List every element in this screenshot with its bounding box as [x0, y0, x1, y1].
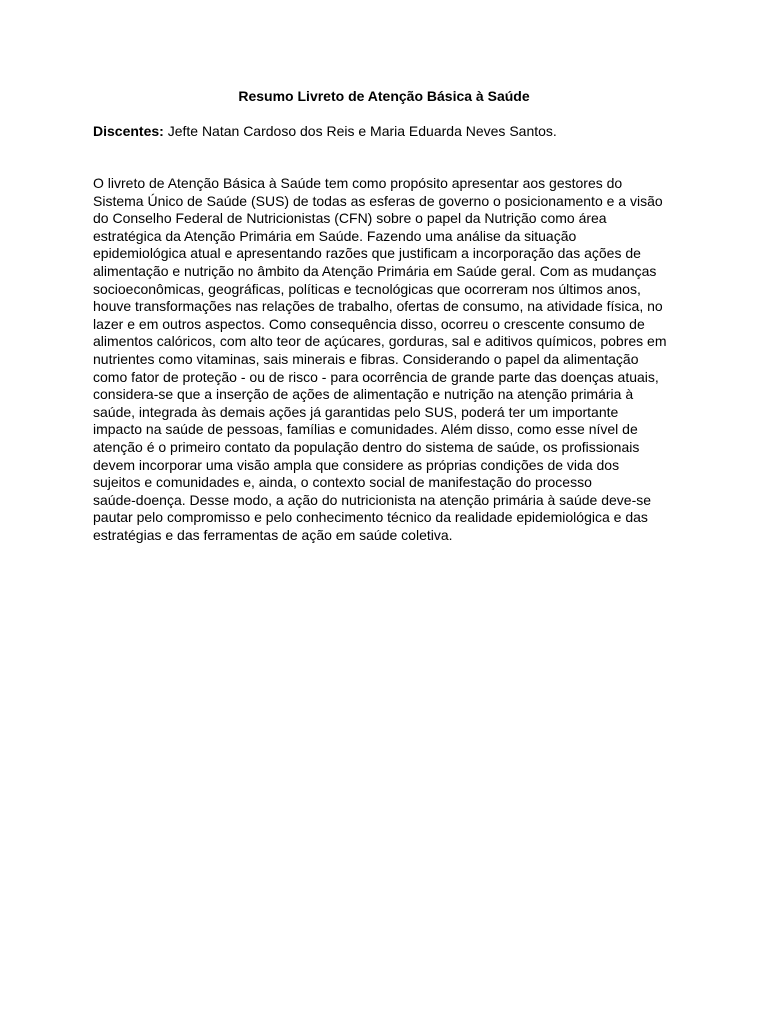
- authors-label: Discentes:: [93, 123, 164, 139]
- document-title: Resumo Livreto de Atenção Básica à Saúde: [238, 88, 530, 104]
- paragraph-line: socioeconômicas, geográficas, políticas e tecnológicas que ocorreram nos últimos anos,: [93, 280, 641, 297]
- paragraph-line: epidemiológica atual e apresentando razões que justificam a incorporação das ações de: [93, 245, 641, 262]
- paragraph-line: considera-se que a inserção de ações de alimentação e nutrição na atenção primária à: [93, 386, 634, 403]
- summary-paragraph: [93, 175, 683, 544]
- paragraph-line: alimentos calóricos, com alto teor de açúcares, gorduras, sal e aditivos químicos, pobres em: [93, 333, 667, 350]
- paragraph-line: houve transformações nas relações de trabalho, ofertas de consumo, na atividade física, no: [93, 298, 663, 315]
- paragraph-line: lazer e em outros aspectos. Como consequência disso, ocorreu o crescente consumo de: [93, 315, 645, 332]
- paragraph-line: nutrientes como vitaminas, sais minerais e fibras. Considerando o papel da alimentação: [93, 350, 639, 367]
- paragraph-line: saúde-doença. Desse modo, a ação do nutricionista na atenção primária à saúde deve-se: [93, 491, 652, 508]
- paragraph-line: alimentação e nutrição no âmbito da Atenção Primária em Saúde geral. Com as mudanças: [93, 262, 657, 279]
- paragraph-line: estratégica da Atenção Primária em Saúde. Fazendo uma análise da situação: [93, 227, 577, 244]
- paragraph-line: devem incorporar uma visão ampla que considere as próprias condições de vida dos: [93, 456, 620, 473]
- paragraph-line: do Conselho Federal de Nutricionistas (CFN) sobre o papel da Nutrição como área: [93, 210, 607, 227]
- authors-line: [93, 122, 557, 140]
- paragraph-line: pautar pelo compromisso e pelo conhecimento técnico da realidade epidemiológica e das: [93, 509, 648, 526]
- paragraph-line: O livreto de Atenção Básica à Saúde tem como propósito apresentar aos gestores do: [93, 175, 623, 191]
- paragraph-line: Sistema Único de Saúde (SUS) de todas as esferas de governo o posicionamento e a visão: [93, 192, 663, 209]
- paragraph-line: saúde, integrada às demais ações já garantidas pelo SUS, poderá ter um importante: [93, 403, 619, 420]
- paragraph-line: estratégias e das ferramentas de ação em saúde coletiva.: [93, 526, 453, 543]
- paragraph-line: sujeitos e comunidades e, ainda, o contexto social de manifestação do processo: [93, 474, 592, 491]
- paragraph-line: como fator de proteção - ou de risco - para ocorrência de grande parte das doenças atuais,: [93, 368, 659, 385]
- paragraph-line: impacto na saúde de pessoas, famílias e comunidades. Além disso, como esse nível de: [93, 421, 638, 438]
- paragraph-line: atenção é o primeiro contato da população dentro do sistema de saúde, os profissionais: [93, 438, 640, 455]
- authors-names: Jefte Natan Cardoso dos Reis e Maria Eduarda Neves Santos.: [163, 123, 557, 139]
